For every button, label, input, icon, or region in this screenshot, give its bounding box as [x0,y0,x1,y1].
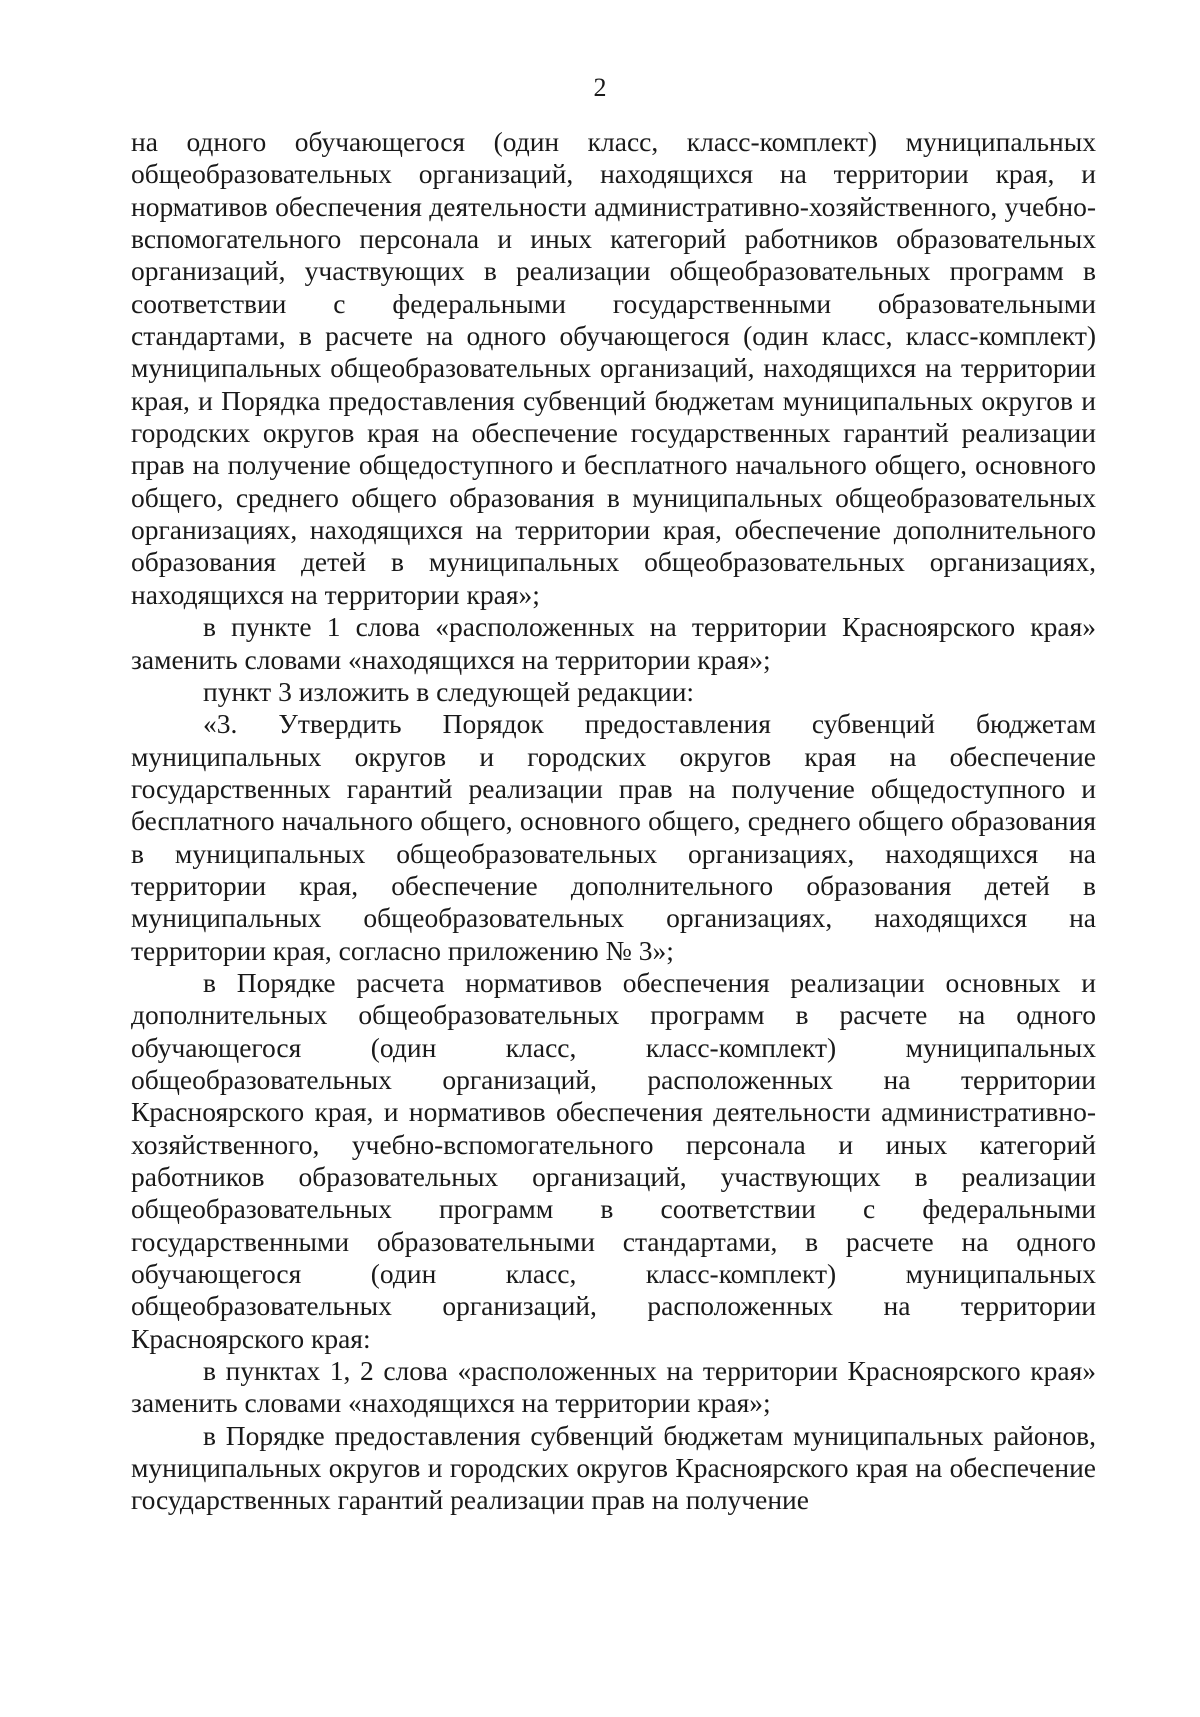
paragraph-subvention-procedure: в Порядке предоставления субвенций бюджетам муниципальных районов, муниципальных округов и городских округов Красноярского края на обеспечение государственных гарантий реализации прав на получение [131,1419,1096,1516]
paragraph-continuation: на одного обучающегося (один класс, класс-комплект) муниципальных общеобразовательных организаций, находящихся на территории края, и нормативов обеспечения деятельности административно-хозяйственного, учебно-вспомогательного персонала и иных категорий работников образовательных организаций, участвующих в реализации общеобразовательных программ в соответствии с федеральными государственными образовательными стандартами, в расчете на одного обучающегося (один класс, класс-комплект) муниципальных общеобразовательных организаций, находящихся на территории края, и Порядка предоставления субвенций бюджетам муниципальных округов и городских округов края на обеспечение государственных гарантий реализации прав на получение общедоступного и бесплатного начального общего, основного общего, среднего общего образования в муниципальных общеобразовательных организациях, находящихся на территории края, обеспечение дополнительного образования детей в муниципальных общеобразовательных организациях, находящихся на территории края»; [131,126,1096,610]
paragraph-point-3-intro: пункт 3 изложить в следующей редакции: [203,675,695,707]
paragraph-point-3-text: «3. Утвердить Порядок предоставления субвенций бюджетам муниципальных округов и городских округов края на обеспечение государственных гарантий реализации прав на получение общедоступного и бесплатного начального общего, основного общего, среднего общего образования в муниципальных общеобразовательных организациях, находящихся на территории края, обеспечение дополнительного образования детей в муниципальных общеобразовательных организациях, находящихся на территории края, согласно приложению № 3»; [131,708,1096,966]
page-number: 2 [593,73,607,102]
document-body [131,126,1096,1517]
paragraph-points-1-2-amendment: в пунктах 1, 2 слова «расположенных на территории Красноярского края» заменить словами «находящихся на территории края»; [131,1355,1096,1419]
paragraph-calculation-procedure: в Порядке расчета нормативов обеспечения реализации основных и дополнительных общеобразовательных программ в расчете на одного обучающегося (один класс, класс-комплект) муниципальных общеобразовательных организаций, расположенных на территории Красноярского края, и нормативов обеспечения деятельности административно-хозяйственного, учебно-вспомогательного персонала и иных категорий работников образовательных организаций, участвующих в реализации общеобразовательных программ в соответствии с федеральными государственными образовательными стандартами, в расчете на одного обучающегося (один класс, класс-комплект) муниципальных общеобразовательных организаций, расположенных на территории Красноярского края: [131,966,1096,1354]
paragraph-point-1-amendment: в пункте 1 слова «расположенных на территории Красноярского края» заменить словами «находящихся на территории края»; [131,611,1096,675]
